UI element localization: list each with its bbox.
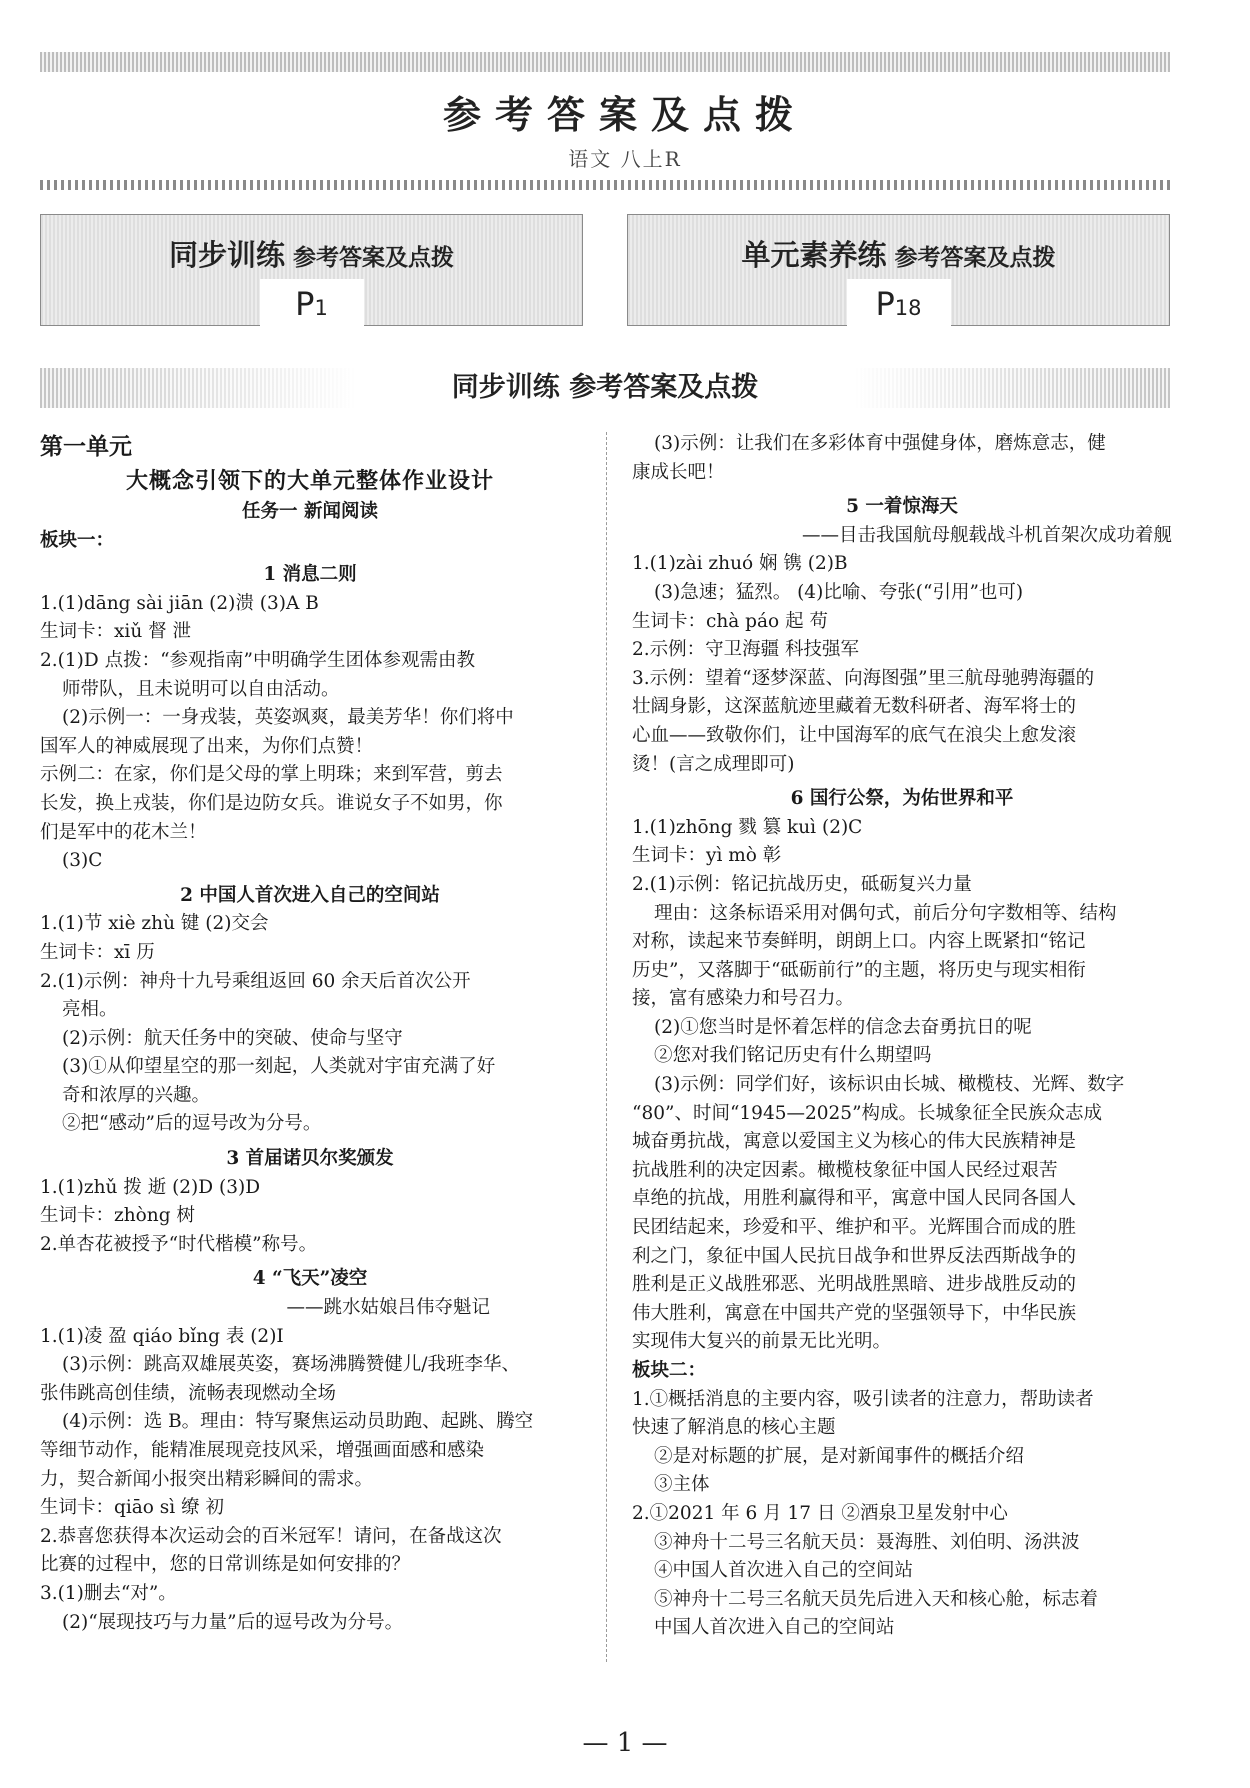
title-divider [40, 180, 1170, 190]
answer-line: 1.(1)zài zhuó 娴 镌 (2)B [632, 553, 848, 575]
lesson-title: 6 国行公祭，为佑世界和平 [790, 788, 1014, 810]
answer-line: (2)示例：航天任务中的突破、使命与坚守 [62, 1027, 403, 1049]
left-answer-column [40, 430, 580, 1637]
answer-line: 1.(1)zhǔ 拨 逝 (2)D (3)D [40, 1176, 261, 1198]
lesson-title: 2 中国人首次进入自己的空间站 [180, 884, 440, 906]
answer-line: 1.(1)zhōng 戮 篡 kuì (2)C [632, 816, 863, 838]
answer-line: 国军人的神威展现了出来，为你们点赞！ [40, 735, 374, 757]
lesson-subtitle: ——目击我国航母舰载战斗机首架次成功着舰 [801, 524, 1172, 546]
right-answer-column [632, 430, 1172, 1643]
answer-line: 生词卡：xī 历 [40, 941, 155, 963]
answer-line: 中国人首次进入自己的空间站 [654, 1617, 895, 1639]
answer-line: 1.(1)dāng sài jiān (2)溃 (3)A B [40, 592, 319, 614]
answer-line: 们是军中的花木兰！ [40, 821, 207, 843]
answer-line: 生词卡：xiǔ 督 泄 [40, 621, 192, 643]
column-divider [606, 432, 607, 1662]
nav-box-title: 单元素养练 [741, 238, 887, 272]
answer-line: ④中国人首次进入自己的空间站 [654, 1560, 914, 1582]
answer-line: ②是对标题的扩展，是对新闻事件的概括介绍 [654, 1445, 1025, 1467]
answer-line: ③神舟十二号三名航天员：聂海胜、刘伯明、汤洪波 [654, 1531, 1080, 1553]
nav-box-subtitle: 参考答案及点拨 [293, 245, 454, 271]
page-title: 参考答案及点拨 [442, 93, 807, 137]
answer-line: 力，契合新闻小报突出精彩瞬间的需求。 [40, 1468, 374, 1490]
answer-line: 3.(1)删去“对”。 [40, 1582, 177, 1604]
answer-line: 2.①2021 年 6 月 17 日 ②酒泉卫星发射中心 [632, 1502, 1008, 1524]
answer-line: 历史”，又落脚于“砥砺前行”的主题，将历史与现实相衔 [632, 959, 1086, 981]
answer-line: 1.①概括消息的主要内容，吸引读者的注意力，帮助读者 [632, 1388, 1094, 1410]
answer-line: 心血——致敬你们，让中国海军的底气在浪尖上愈发滚 [632, 724, 1077, 746]
answer-line: 理由：这条标语采用对偶句式，前后分句字数相等、结构 [654, 902, 1117, 924]
answer-line: ⑤神舟十二号三名航天员先后进入天和核心舱，标志着 [654, 1588, 1099, 1610]
nav-box-subtitle: 参考答案及点拨 [894, 245, 1056, 271]
answer-line: 抗战胜利的决定因素。橄榄枝象征中国人民经过艰苦 [632, 1159, 1058, 1181]
answer-line: 对称，读起来节奏鲜明，朗朗上口。内容上既紧扣“铭记 [632, 931, 1086, 953]
nav-box-page-ref: P18 [847, 279, 951, 327]
task-title: 任务一 新闻阅读 [242, 501, 378, 522]
answer-line: 2.(1)示例：铭记抗战历史，砥砺复兴力量 [632, 873, 972, 895]
answer-line: 生词卡：zhòng 树 [40, 1205, 195, 1227]
answer-line: 胜利是正义战胜邪恶、光明战胜黑暗、进步战胜反动的 [632, 1274, 1077, 1296]
answer-line: 生词卡：yì mò 彰 [632, 845, 782, 867]
answer-line: 等细节动作，能精准展现竞技风采，增强画面感和感染 [40, 1440, 485, 1461]
answer-line: 1.(1)节 xiè zhù 键 (2)交会 [40, 913, 269, 935]
answer-line: 长发，换上戎装，你们是边防女兵。谁说女子不如男，你 [40, 792, 503, 814]
answer-line: 烫！(言之成理即可) [632, 753, 795, 775]
assignment-title: 大概念引领下的大单元整体作业设计 [125, 468, 494, 494]
answer-line: 生词卡：qiāo sì 缭 初 [40, 1497, 224, 1519]
answer-line: (2)示例一：一身戎装，英姿飒爽，最美芳华！你们将中 [62, 707, 514, 729]
answer-line: (2)“展现技巧与力量”后的逗号改为分号。 [62, 1611, 404, 1633]
answer-line: (3)示例：同学们好，该标识由长城、橄榄枝、光辉、数字 [654, 1074, 1125, 1096]
answer-line: 3.示例：望着“逐梦深蓝、向海图强”里三航母驰骋海疆的 [632, 667, 1095, 689]
answer-line: 奇和浓厚的兴趣。 [62, 1084, 211, 1106]
answer-line: 2.(1)示例：神舟十九号乘组返回 60 余天后首次公开 [40, 970, 471, 992]
answer-line: 生词卡：chà páo 起 苟 [632, 610, 828, 632]
answer-line: (3)急速；猛烈。 (4)比喻、夸张(“引用”也可) [654, 581, 1024, 603]
answer-line: 2.(1)D 点拨：“参观指南”中明确学生团体参观需由教 [40, 649, 475, 671]
answer-line: 壮阔身影，这深蓝航迹里藏着无数科研者、海军将士的 [632, 696, 1077, 718]
block-label: 板块二： [632, 1360, 707, 1381]
answer-line: 2.恭喜您获得本次运动会的百米冠军！请问，在备战这次 [40, 1525, 502, 1547]
answer-line: 比赛的过程中，您的日常训练是如何安排的？ [40, 1554, 411, 1576]
page-number: — 1 — [582, 1728, 668, 1758]
lesson-subtitle: ——跳水姑娘吕伟夺魁记 [286, 1297, 490, 1319]
block-label: 板块一： [40, 529, 115, 551]
answer-line: 张伟跳高创佳绩，流畅表现燃动全场 [40, 1382, 337, 1404]
nav-box-sync-training[interactable] [40, 214, 583, 326]
answer-line: 亮相。 [62, 999, 118, 1021]
answer-line: (4)示例：选 B。理由：特写聚焦运动员助跑、起跳、腾空 [62, 1411, 534, 1433]
lesson-title: 5 一着惊海天 [846, 496, 958, 518]
lesson-title: 1 消息二则 [263, 564, 357, 586]
answer-line: (3)示例：让我们在多彩体育中强健身体，磨炼意志，健 [654, 433, 1106, 454]
lesson-title: 3 首届诺贝尔奖颁发 [226, 1148, 394, 1170]
answer-line: 城奋勇抗战，寓意以爱国主义为核心的伟大民族精神是 [632, 1131, 1077, 1153]
answer-line: (3)①从仰望星空的那一刻起，人类就对宇宙充满了好 [62, 1056, 496, 1078]
answer-line: 2.单杏花被授予“时代楷模”称号。 [40, 1233, 318, 1255]
nav-box-unit-practice[interactable] [627, 214, 1170, 326]
lesson-title: 4 “飞天”凌空 [252, 1268, 368, 1290]
top-decorative-band [40, 52, 1170, 72]
answer-line: 快速了解消息的核心主题 [632, 1417, 836, 1439]
answer-line: 伟大胜利，寓意在中国共产党的坚强领导下，中华民族 [632, 1302, 1077, 1324]
answer-line: 利之门，象征中国人民抗日战争和世界反法西斯战争的 [632, 1245, 1077, 1267]
answer-line: 示例二：在家，你们是父母的掌上明珠；来到军营，剪去 [40, 764, 503, 786]
answer-line: 2.示例：守卫海疆 科技强军 [632, 639, 860, 661]
answer-line: ③主体 [654, 1474, 710, 1496]
answer-line: 卓绝的抗战，用胜利赢得和平，寓意中国人民同各国人 [632, 1188, 1077, 1210]
answer-line: 民团结起来，珍爱和平、维护和平。光辉围合而成的胜 [632, 1217, 1077, 1239]
answer-line: 实现伟大复兴的前景无比光明。 [632, 1331, 892, 1353]
answer-line: 师带队，且未说明可以自由活动。 [62, 678, 340, 700]
page-subtitle: 语文 八上R [568, 147, 682, 171]
unit-title: 第一单元 [40, 434, 132, 460]
answer-line: ②您对我们铭记历史有什么期望吗 [654, 1045, 932, 1067]
section-heading: 同步训练 参考答案及点拨 [40, 368, 1170, 408]
answer-line: (2)①您当时是怀着怎样的信念去奋勇抗日的呢 [654, 1016, 1032, 1038]
answer-line: 接，富有感染力和号召力。 [632, 988, 855, 1010]
nav-box-page-ref: P1 [260, 279, 364, 327]
answer-line: 1.(1)凌 盈 qiáo bǐng 表 (2)I [40, 1325, 284, 1347]
answer-line: ②把“感动”后的逗号改为分号。 [62, 1113, 322, 1135]
nav-box-title: 同步训练 [168, 238, 285, 272]
answer-line: 康成长吧！ [632, 461, 725, 483]
answer-line: “80”、时间“1945—2025”构成。长城象征全民族众志成 [632, 1102, 1103, 1124]
answer-line: (3)C [62, 850, 103, 872]
answer-line: (3)示例：跳高双雄展英姿，赛场沸腾赞健儿/我班李华、 [62, 1354, 520, 1376]
